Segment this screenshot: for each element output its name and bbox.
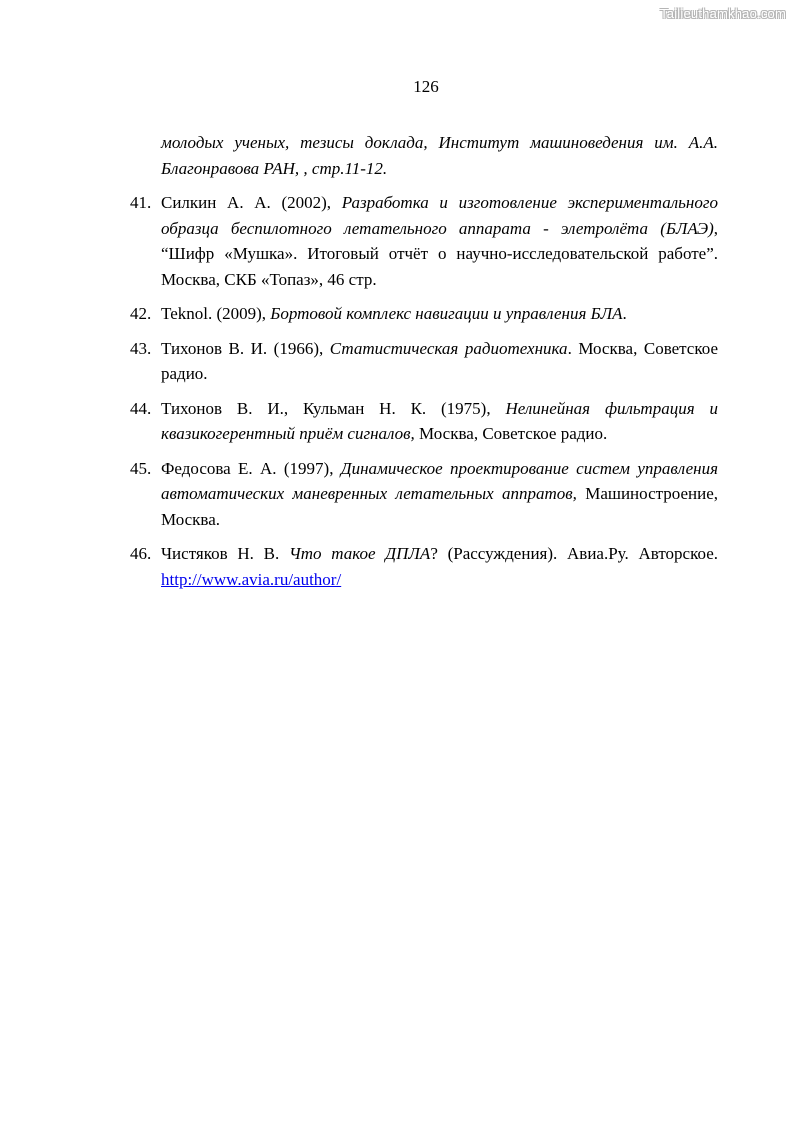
reference-url-link[interactable]: http://www.avia.ru/author/	[161, 569, 342, 589]
reference-details: . Москва, Советское радио.	[161, 338, 718, 383]
page-number: 126	[413, 77, 439, 96]
reference-item-45	[130, 456, 718, 533]
watermark: Tailieuthamkhao.com	[660, 6, 786, 21]
reference-authors: Тихонов В. И., Кульман Н. К. (1975),	[161, 398, 506, 418]
reference-item-44	[130, 396, 718, 447]
reference-title: Динамическое проектирование систем управления автоматических маневренных летательных аппратов,	[161, 458, 719, 503]
reference-number: 43.	[130, 338, 152, 358]
reference-number: 46.	[130, 544, 152, 563]
reference-authors: Чистяков Н. В.	[161, 544, 289, 563]
reference-text	[161, 456, 718, 533]
reference-item-43	[130, 336, 718, 387]
continuation-italic: молодых ученых, тезисы доклада, Институт машиноведения им. А.А. Благонравова РАН, , стр.11-12.	[161, 133, 718, 178]
reference-details: Машиностроение, Москва.	[161, 484, 718, 529]
reference-number: 45.	[130, 458, 152, 478]
reference-title: Разработка и изготовление экспериментального образца беспилотного летательного аппарата - элетролёта (БЛАЭ)	[161, 193, 718, 238]
reference-authors: Федосова Е. А. (1997),	[161, 458, 341, 478]
reference-item-46	[130, 541, 718, 592]
reference-continuation	[161, 130, 718, 181]
reference-details: Москва, Советское радио.	[414, 424, 608, 443]
reference-number: 41.	[130, 193, 152, 212]
reference-number: 44.	[130, 398, 152, 418]
reference-details: ? (Рассуждения). Авиа.Ру. Авторское.	[430, 544, 718, 563]
reference-title: Нелинейная фильтрация и квазикогерентный приём сигналов,	[161, 398, 718, 443]
reference-text	[161, 301, 718, 327]
reference-text	[161, 396, 718, 447]
reference-list	[130, 130, 718, 601]
reference-item-42	[130, 301, 718, 327]
reference-text	[161, 190, 718, 292]
reference-details: , “Шифр «Мушка». Итоговый отчёт о научно-исследовательской работе”. Москва, СКБ «Топаз», 46 стр.	[161, 218, 718, 289]
reference-title: Статистическая радиотехника	[329, 338, 568, 358]
reference-title: Бортовой комплекс навигации и управления БЛА	[270, 304, 623, 323]
reference-text	[161, 336, 718, 387]
reference-authors: Силкин А. А. (2002),	[161, 193, 342, 212]
reference-item-41	[130, 190, 718, 292]
reference-authors: Teknol. (2009),	[161, 304, 271, 323]
reference-authors: Тихонов В. И. (1966),	[161, 338, 330, 358]
reference-details: .	[622, 304, 627, 323]
reference-text	[161, 541, 718, 592]
reference-number: 42.	[130, 304, 152, 323]
reference-title: Что такое ДПЛА	[289, 544, 431, 563]
